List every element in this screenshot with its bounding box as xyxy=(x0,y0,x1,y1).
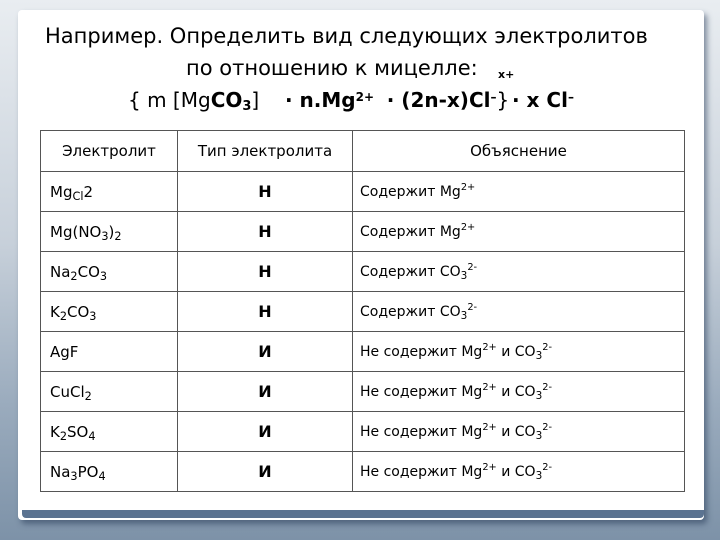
expl-text: Не содержит Mg xyxy=(360,463,483,480)
formula-sub: 2 xyxy=(59,429,68,443)
table-row xyxy=(41,452,685,492)
expl-mid: и xyxy=(496,423,515,440)
formula-xcl-sup: – xyxy=(567,90,574,104)
expl-sup: 2+ xyxy=(482,461,497,473)
expl-co: CO xyxy=(439,263,461,280)
formula-nmg: · n.Mg xyxy=(285,88,356,112)
brace-open: { xyxy=(128,88,141,112)
formula-sub: 3 xyxy=(101,229,109,243)
formula-sub: Cl xyxy=(72,189,84,203)
expl-sup: 2+ xyxy=(482,421,497,433)
table-row xyxy=(41,332,685,372)
expl-text: Не содержит Mg xyxy=(360,343,483,360)
slide-bottom-bar xyxy=(22,510,704,518)
electrolyte-name xyxy=(41,372,178,412)
formula-xcl: · x Cl xyxy=(512,88,568,112)
formula-part: K xyxy=(50,422,60,441)
formula-part: CO xyxy=(67,302,90,321)
formula-part: PO xyxy=(77,462,99,481)
formula-sub: 4 xyxy=(88,429,96,443)
header-explanation: Объяснение xyxy=(353,131,685,172)
formula-part: CO xyxy=(77,262,100,281)
header-type: Тип электролита xyxy=(178,131,353,172)
electrolyte-type: И xyxy=(178,332,353,372)
expl-mid: и xyxy=(496,463,515,480)
expl-sup: 2- xyxy=(467,301,478,313)
header-electrolyte: Электролит xyxy=(41,131,178,172)
micelle-charge: x+ xyxy=(498,68,515,81)
expl-sup: 2- xyxy=(467,261,478,273)
formula-part: Ag xyxy=(50,342,70,361)
formula-part: Mg xyxy=(50,182,73,201)
expl-sub: 3 xyxy=(535,349,543,362)
formula-bracket-close: ] xyxy=(251,88,260,112)
expl-text: Не содержит Mg xyxy=(360,423,483,440)
expl-sup: 2- xyxy=(542,421,553,433)
formula-part: Cu xyxy=(50,382,70,401)
micelle-formula-core xyxy=(128,88,259,112)
formula-co: CO xyxy=(210,88,243,112)
electrolyte-name xyxy=(41,172,178,212)
expl-sup: 2+ xyxy=(460,181,476,193)
expl-sub: 3 xyxy=(535,469,543,482)
electrolyte-explanation xyxy=(353,172,685,212)
table-header-row xyxy=(41,131,685,172)
electrolyte-explanation xyxy=(353,212,685,252)
electrolyte-type: Н xyxy=(178,252,353,292)
electrolyte-type: И xyxy=(178,412,353,452)
electrolyte-name xyxy=(41,332,178,372)
heading-line-1: Например. Определить вид следующих электролитов xyxy=(45,24,648,48)
expl-sup: 2- xyxy=(542,341,553,353)
expl-text: Содержит xyxy=(360,303,440,320)
expl-sub: 3 xyxy=(460,269,468,282)
electrolyte-explanation xyxy=(353,332,685,372)
formula-sub: 3 xyxy=(70,469,78,483)
formula-co-sub: 3 xyxy=(242,99,252,114)
expl-sup: 2+ xyxy=(460,221,476,233)
formula-part: F xyxy=(69,342,79,361)
electrolyte-table xyxy=(40,130,685,492)
expl-sup: 2+ xyxy=(482,381,497,393)
expl-mid: и xyxy=(496,343,515,360)
electrolyte-name xyxy=(41,292,178,332)
electrolyte-type: Н xyxy=(178,172,353,212)
expl-co: CO xyxy=(514,383,536,400)
formula-sub: 2 xyxy=(70,269,78,283)
expl-sup: 2- xyxy=(542,381,553,393)
formula-part: SO xyxy=(67,422,89,441)
formula-sub: 2 xyxy=(114,229,122,243)
electrolyte-name xyxy=(41,452,178,492)
electrolyte-explanation xyxy=(353,452,685,492)
table-row xyxy=(41,172,685,212)
formula-part: ) xyxy=(108,222,115,241)
electrolyte-explanation xyxy=(353,252,685,292)
expl-co: CO xyxy=(439,303,461,320)
table-row xyxy=(41,372,685,412)
formula-sub: 2 xyxy=(84,389,92,403)
formula-part: 2 xyxy=(83,182,93,201)
electrolyte-type: И xyxy=(178,452,353,492)
electrolyte-name xyxy=(41,252,178,292)
expl-text: Содержит xyxy=(360,263,440,280)
expl-sub: 3 xyxy=(535,389,543,402)
electrolyte-type: И xyxy=(178,372,353,412)
electrolyte-explanation xyxy=(353,412,685,452)
formula-part: Cl xyxy=(69,382,85,401)
formula-m: m [Mg xyxy=(147,88,211,112)
expl-text: Не содержит Mg xyxy=(360,383,483,400)
formula-sub: 4 xyxy=(98,469,106,483)
formula-part: Mg(NO xyxy=(50,222,102,241)
table-row xyxy=(41,292,685,332)
electrolyte-type: Н xyxy=(178,292,353,332)
expl-text: Содержит Mg xyxy=(360,183,461,200)
electrolyte-explanation xyxy=(353,292,685,332)
brace-close: } xyxy=(496,88,510,112)
heading-line-2: по отношению к мицелле: xyxy=(186,56,478,80)
formula-nmg-sup: 2+ xyxy=(355,90,375,104)
formula-part: K xyxy=(50,302,60,321)
micelle-formula-counterions xyxy=(512,88,574,112)
expl-text: Содержит Mg xyxy=(360,223,461,240)
formula-part: Na xyxy=(50,462,71,481)
electrolyte-type: Н xyxy=(178,212,353,252)
table-row xyxy=(41,252,685,292)
expl-co: CO xyxy=(514,463,536,480)
expl-co: CO xyxy=(514,343,536,360)
table-row xyxy=(41,412,685,452)
micelle-formula-ions xyxy=(285,88,509,112)
electrolyte-name xyxy=(41,412,178,452)
electrolyte-name xyxy=(41,212,178,252)
formula-2nx: · (2n-x)Cl xyxy=(386,88,491,112)
formula-sub: 2 xyxy=(59,309,68,323)
expl-mid: и xyxy=(496,383,515,400)
formula-sub: 3 xyxy=(89,309,97,323)
expl-co: CO xyxy=(514,423,536,440)
table-row xyxy=(41,212,685,252)
electrolyte-explanation xyxy=(353,372,685,412)
formula-sub: 3 xyxy=(99,269,108,283)
formula-2nx-sup: – xyxy=(490,90,497,104)
expl-sub: 3 xyxy=(535,429,543,442)
formula-part: Na xyxy=(50,262,71,281)
expl-sup: 2+ xyxy=(482,341,497,353)
expl-sub: 3 xyxy=(460,309,468,322)
expl-sup: 2- xyxy=(542,461,553,473)
